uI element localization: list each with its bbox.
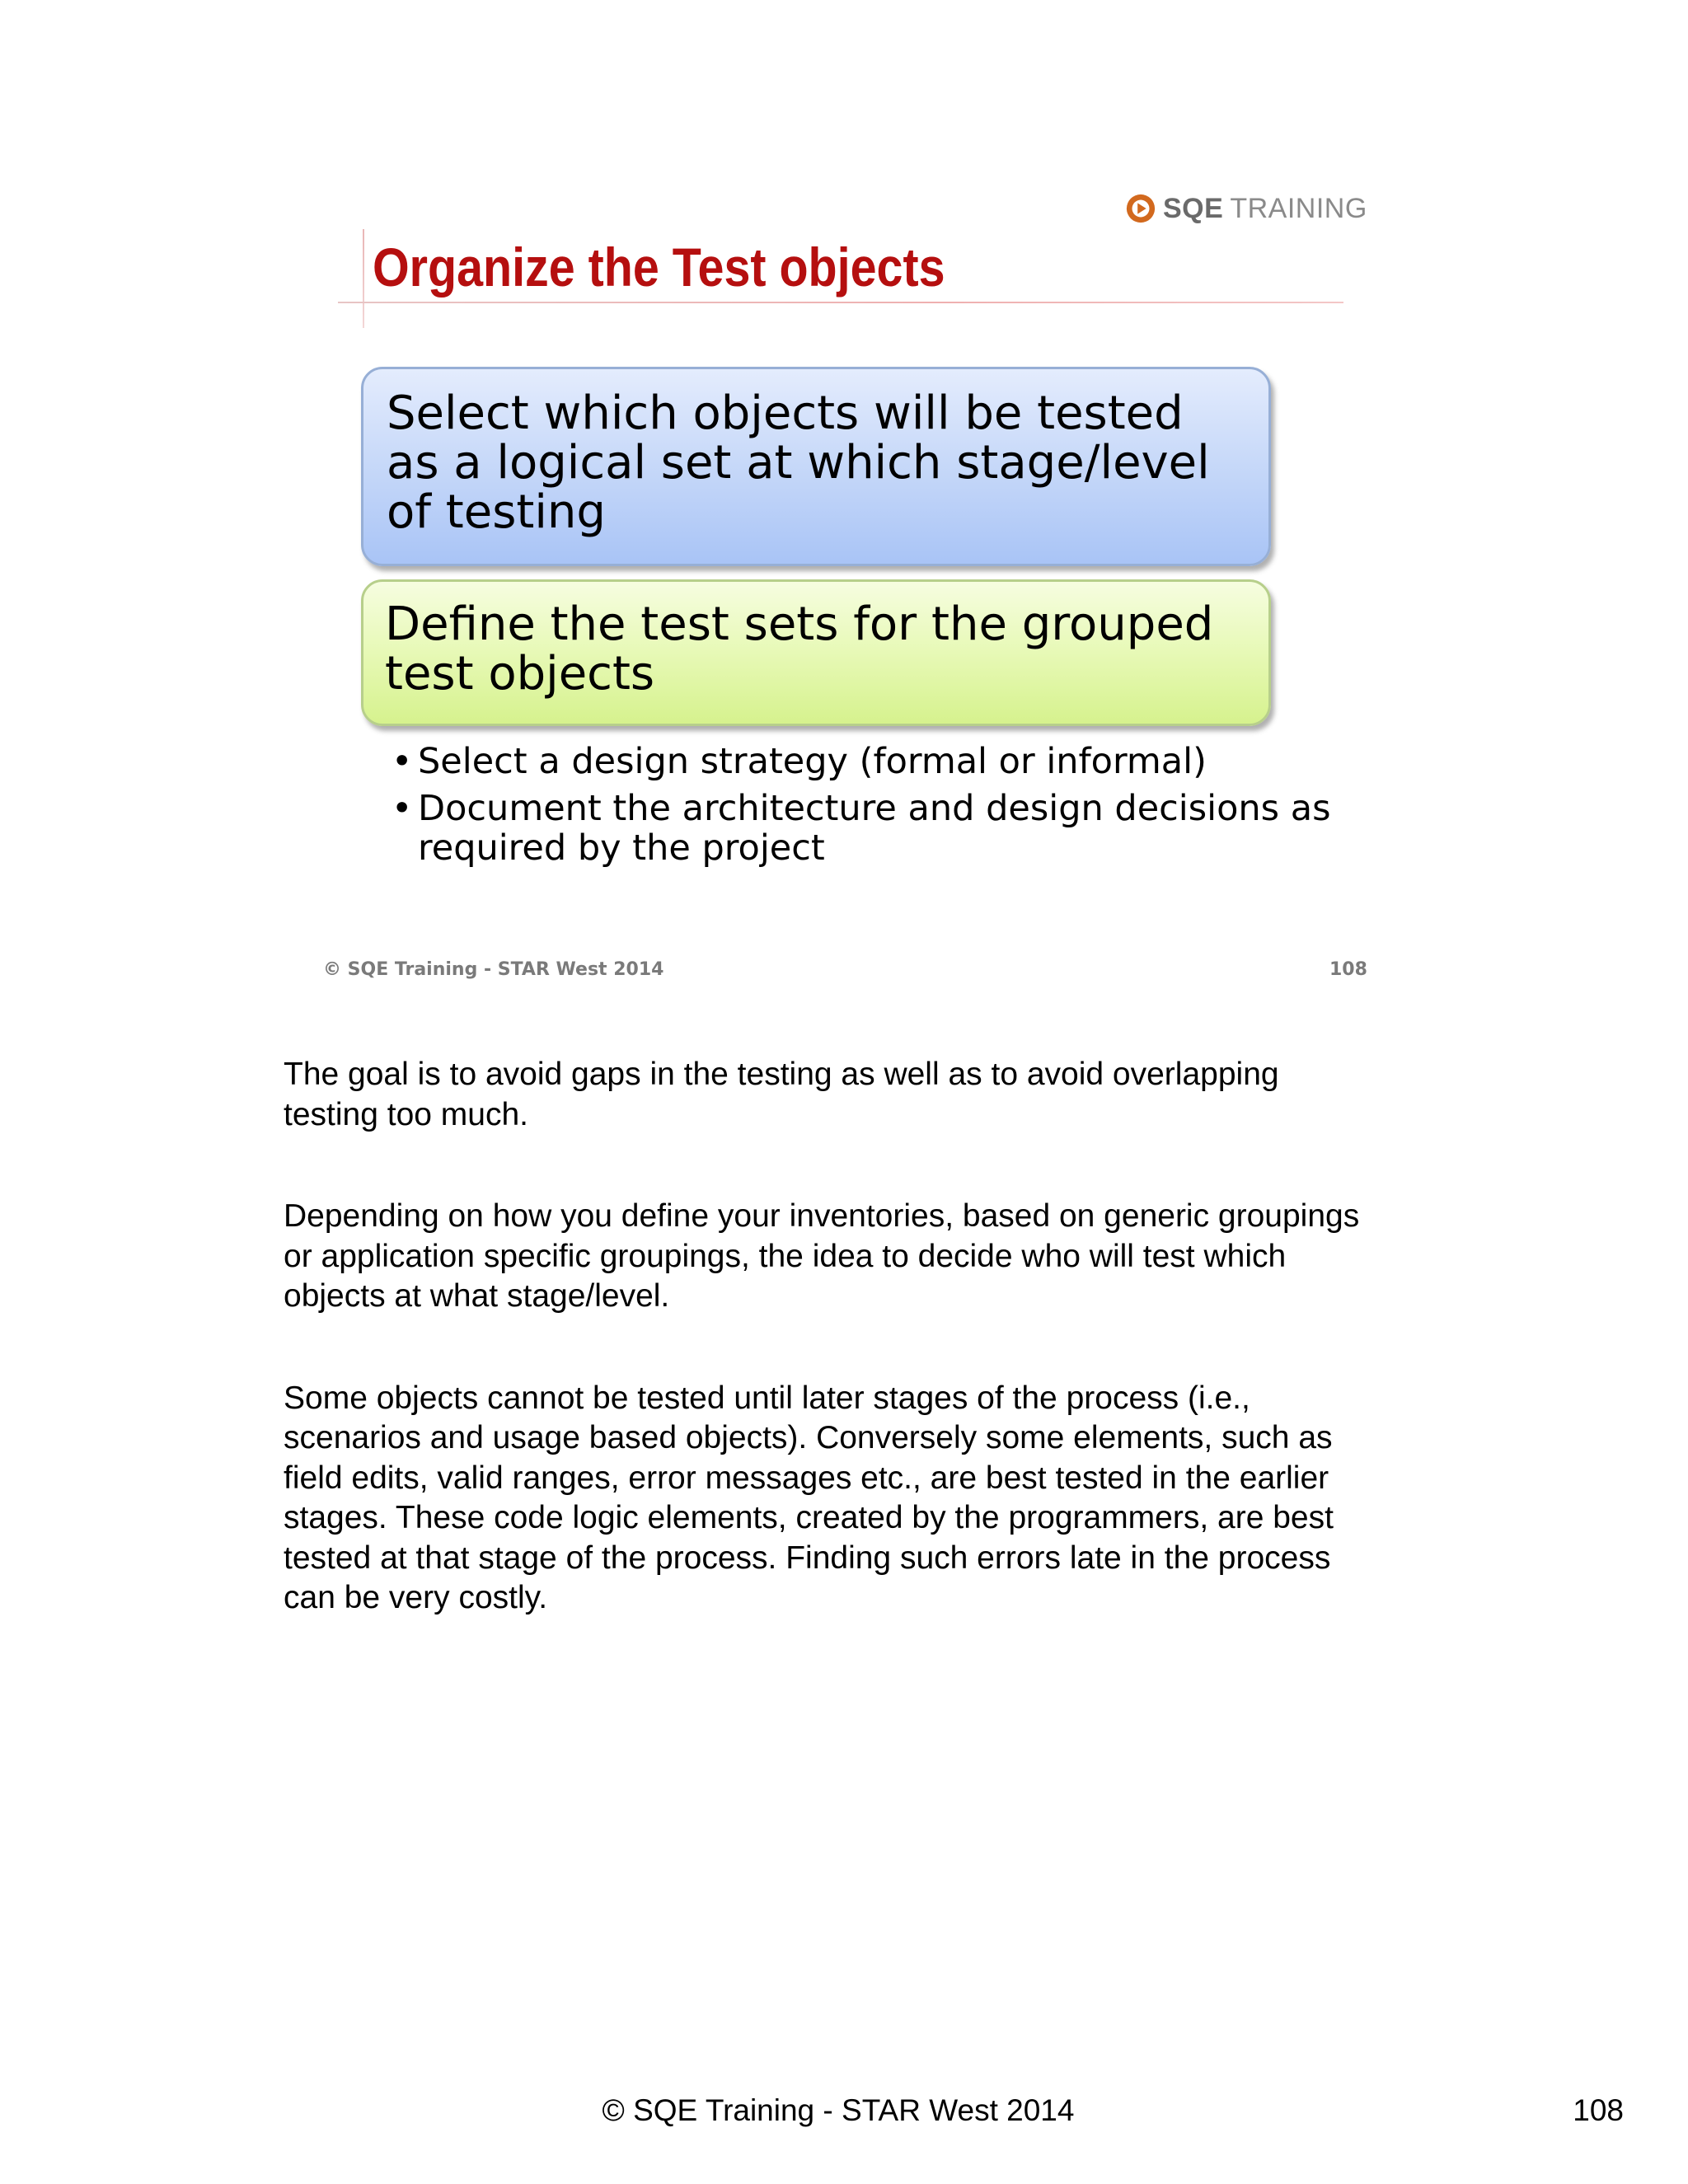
logo-brand-light: TRAINING [1230,192,1367,224]
bullet-item [392,742,1339,781]
bullet-dot-icon: • [392,741,413,782]
step-box-text: Define the test sets for the grouped test objects [385,598,1214,701]
notes-paragraph: Depending on how you define your inventories, based on generic groupings or application specific groupings, the idea to decide who will test which objects at what stage/level. [284,1198,1360,1314]
bullet-text: Select a design strategy (formal or informal) [418,741,1207,782]
page-footer-page-number: 108 [1573,2093,1624,2127]
slide-title: Organize the Test objects [373,237,945,298]
sqe-training-logo [1125,188,1367,229]
bullet-list [392,742,1339,875]
page-footer-copyright: © SQE Training - STAR West 2014 [602,2093,1075,2127]
notes-paragraph: The goal is to avoid gaps in the testing as well as to avoid overlapping testing too much. [284,1057,1279,1132]
play-circle-icon [1125,193,1156,224]
slide-footer-page-number: 108 [1329,959,1367,980]
slide-image [313,165,1385,989]
step-box-define-test-sets [361,579,1271,726]
notes-paragraph: Some objects cannot be tested until later stages of the process (i.e., scenarios and usage based objects). Conversely some elements, such as field edits, valid ranges, error messages etc., are best tested in the earlier stages. These code logic elements, created by the programmers, are best tested at that stage of the process. Finding such errors late in the process can be very costly. [284,1380,1334,1615]
bullet-text: Document the architecture and design decisions as required by the project [418,788,1331,869]
title-vertical-rule [363,229,364,328]
title-horizontal-rule [338,302,1343,303]
logo-brand-bold: SQE [1163,192,1224,224]
bullet-item [392,789,1339,868]
slide-footer-copyright: © SQE Training - STAR West 2014 [323,959,664,980]
step-box-select-objects [361,367,1271,566]
bullet-dot-icon: • [392,788,413,829]
speaker-notes [284,1055,1437,1619]
step-box-text: Select which objects will be tested as a logical set at which stage/level of testing [387,387,1210,539]
